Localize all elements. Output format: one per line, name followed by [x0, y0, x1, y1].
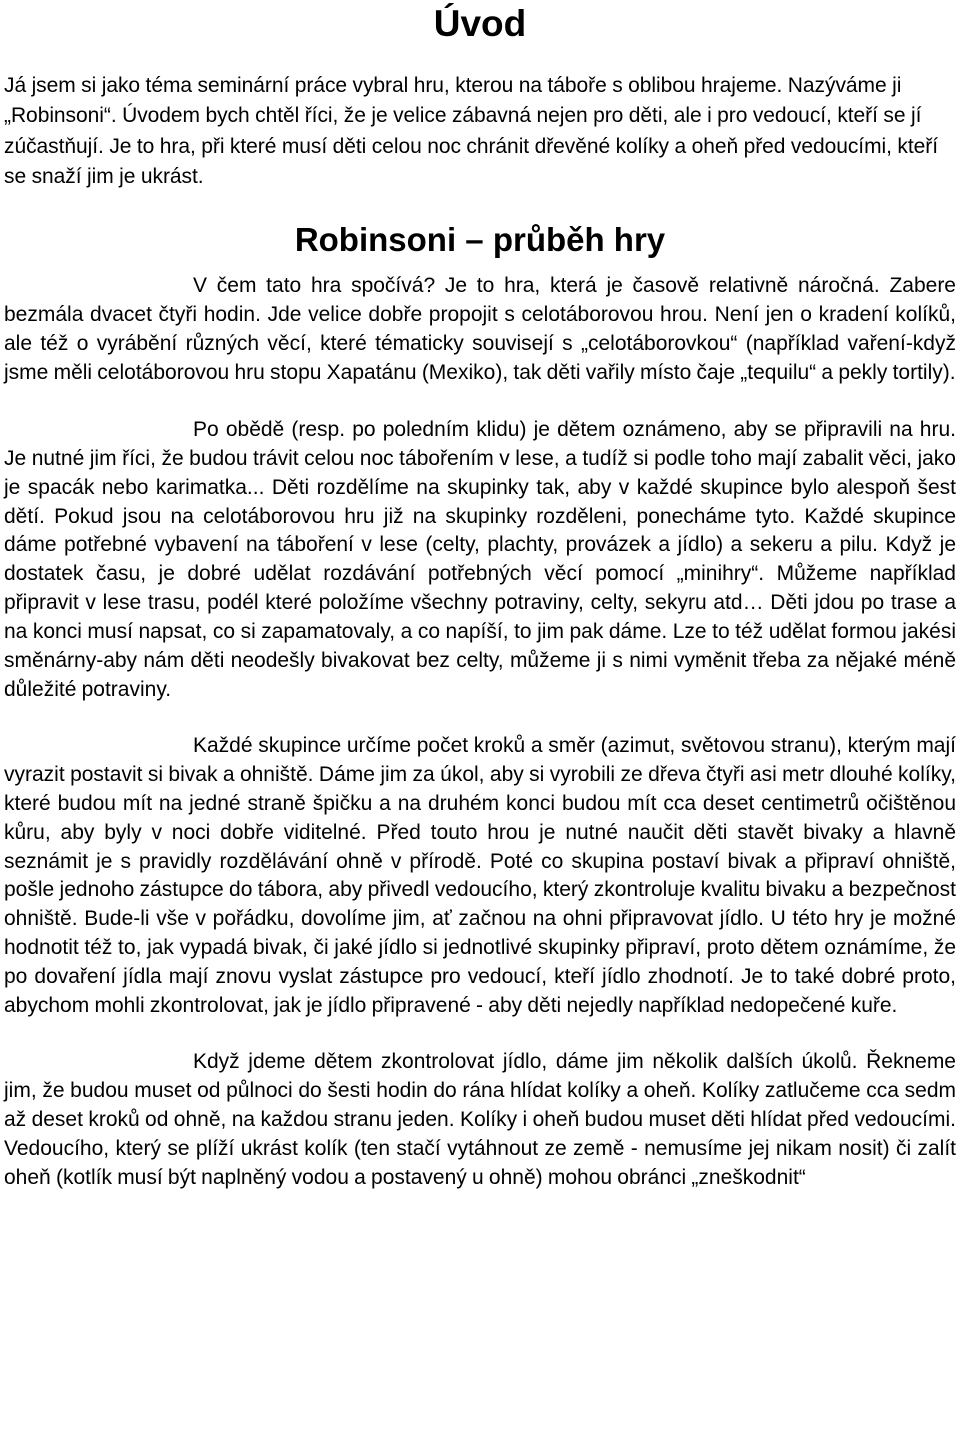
body-paragraph-1: V čem tato hra spočívá? Je to hra, která je časově relativně náročná. Zabere bezmála dvacet čtyři hodin. Jde velice dobře propojit s celotáborovou hrou. Není jen o kradení kolíků, ale též o vyrábění různých věcí, které tématicky souvisejí s „celotáborovkou“ (například vaření-když jsme měli celotáborovou hru stopu Xapatánu (Mexiko), tak děti vařily místo čaje „tequilu“ a pekly tortily). [4, 274, 956, 384]
body-paragraph-2: Po obědě (resp. po poledním klidu) je dětem oznámeno, aby se připravili na hru. Je nutné jim říci, že budou trávit celou noc tábořením v lese, a tudíž si podle toho mají zabalit věci, jako je spacák nebo karimatka... Děti rozdělíme na skupinky tak, aby v každé skupince bylo alespoň šest dětí. Pokud jsou na celotáborovou hru již na skupinky rozděleni, ponecháme tyto. Každé skupince dáme potřebné vybavení na táboření v lese (celty, plachty, provázek a jídlo) a sekeru a pilu. Když je dostatek času, je dobré udělat rozdávání potřebných věcí pomocí „minihry“. Můžeme například připravit v lese trasu, podél které položíme všechny potraviny, celty, sekyru atd… Děti jdou po trase a na konci musí napsat, co si zapamatovaly, a co napíší, to jim pak dáme. Lze to též udělat formou jakési směnárny-aby nám děti neodešly bivakovat bez celty, můžeme ji s nimi vyměnit třeba za nějaké méně důležité potraviny. [4, 417, 956, 701]
intro-paragraph: Já jsem si jako téma seminární práce vybral hru, kterou na táboře s oblibou hrajeme. Nazýváme ji „Robinsoni“. Úvodem bych chtěl říci, že je velice zábavná nejen pro děti, ale i pro vedoucí, kteří se jí zúčastňují. Je to hra, při které musí děti celou noc chránit dřevěné kolíky a oheň před vedoucími, kteří se snaží jim je ukrást. [4, 74, 939, 188]
document-page [4, 0, 956, 1192]
body-paragraph-4: Když jdeme dětem zkontrolovat jídlo, dáme jim několik dalších úkolů. Řekneme jim, že budou muset od půlnoci do šesti hodin do rána hlídat kolíky a oheň. Kolíky zatlučeme cca sedm až deset kroků od ohně, na každou stranu jeden. Kolíky i oheň budou muset děti hlídat před vedoucími. Vedoucího, který se plíží ukrást kolík (ten stačí vytáhnout ze země - nemusíme jej nikam nosit) či zalít oheň (kotlík musí být naplněný vodou a postavený u ohně) mohou obránci „zneškodnit“ [4, 1049, 956, 1189]
body-paragraph-3: Každé skupince určíme počet kroků a směr (azimut, světovou stranu), kterým mají vyrazit postavit si bivak a ohniště. Dáme jim za úkol, aby si vyrobili ze dřeva čtyři asi metr dlouhé kolíky, které budou mít na jedné straně špičku a na druhém konci budou mít cca deset centimetrů očištěnou kůru, aby byly v noci dobře viditelné. Před touto hrou je nutné naučit děti stavět bivaky a hlavně seznámit je s pravidly rozdělávání ohně v přírodě. Poté co skupina postaví bivak a připraví ohniště, pošle jednoho zástupce do tábora, aby přivedl vedoucího, který zkontroluje kvalitu bivaku a bezpečnost ohniště. Bude-li vše v pořádku, dovolíme jim, ať začnou na ohni připravovat jídlo. U této hry je možné hodnotit též to, jak vypadá bivak, či jaké jídlo si jednotlivé skupinky připraví, proto dětem oznámíme, že po dovaření jídla mají znovu vyslat zástupce pro vedoucí, kteří jídlo zhodnotí. Je to také dobré proto, abychom mohli zkontrolovat, jak je jídlo připravené - aby děti nejedly například nedopečené kuře. [4, 733, 956, 1018]
section-heading: Robinsoni – průběh hry [294, 221, 666, 259]
page-title: Úvod [433, 3, 527, 44]
